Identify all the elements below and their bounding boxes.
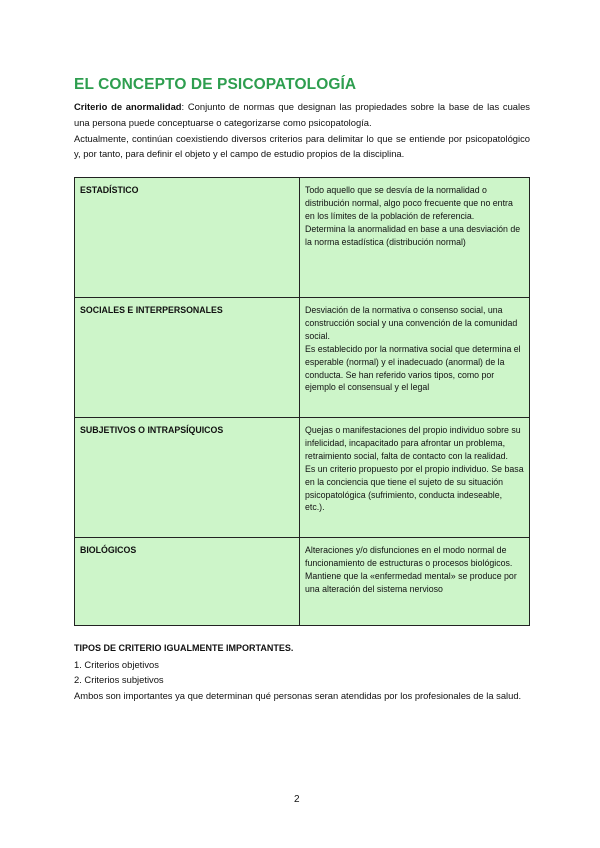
description-line: Desviación de la normativa o consenso social, una construcción social y una convención de la comunidad social. [305,305,518,341]
criteria-table [74,177,530,626]
page-title: EL CONCEPTO DE PSICOPATOLOGÍA [74,76,357,93]
criterion-description [300,538,530,626]
definition-term: Criterio de anormalidad [74,101,182,112]
list-item: 2. Criterios subjetivos [74,674,164,686]
description-line: Determina la anormalidad en base a una desviación de la norma estadística (distribución normal) [305,223,521,247]
description-line: Alteraciones y/o disfunciones en el modo normal de funcionamiento de estructuras o procesos biológicos. [305,545,513,568]
criteria-types-section [74,641,530,703]
criterion-description [300,418,530,538]
definition-text: : Conjunto de normas que designan las propiedades sobre la base de las cuales una persona puede conceptuarse o categorizarse como psicopatología. [74,101,530,128]
closing-paragraph: Ambos son importantes ya que determinan qué personas seran atendidas por los profesionales de la salud. [74,689,522,701]
criterion-name: SOCIALES E INTERPERSONALES [75,298,300,418]
table-row [75,538,530,626]
table-row [75,178,530,298]
criterion-description [300,178,530,298]
description-line: Todo aquello que se desvía de la normalidad o distribución normal, algo poco frecuente que no entra en los límites de la población de referencia. [305,185,513,221]
criterion-name: ESTADÍSTICO [75,178,300,298]
description-line: Es establecido por la normativa social que determina el esperable (normal) y el inadecuado (anormal) de la conducta. Se han referido varios tipos, como por ejemplo el consensual y el legal [305,343,521,393]
table-row [75,418,530,538]
intro-paragraph: Actualmente, continúan coexistiendo diversos criterios para delimitar lo que se entiende por psicopatológico y, por tanto, para definir el objeto y el campo de estudio propios de la disciplina. [74,132,530,160]
table-row [75,298,530,418]
page-number: 2 [294,794,300,805]
intro-text [74,99,530,162]
description-line: Quejas o manifestaciones del propio individuo sobre su infelicidad, incapacitado para afrontar un problema, retraimiento social, falta de contacto con la realidad. [305,425,521,461]
description-line: Mantiene que la «enfermedad mental» se produce por una alteración del sistema nervioso [305,570,517,594]
description-line: Es un criterio propuesto por el propio individuo. Se basa en la conciencia que tiene el sujeto de su situación psicopatológica (sufrimiento, conducta indeseable, etc.). [305,463,524,513]
criterion-description [300,298,530,418]
types-heading: TIPOS DE CRITERIO IGUALMENTE IMPORTANTES. [74,643,294,653]
criterion-name: BIOLÓGICOS [75,538,300,626]
criterion-name: SUBJETIVOS O INTRAPSÍQUICOS [75,418,300,538]
list-item: 1. Criterios objetivos [74,658,159,670]
